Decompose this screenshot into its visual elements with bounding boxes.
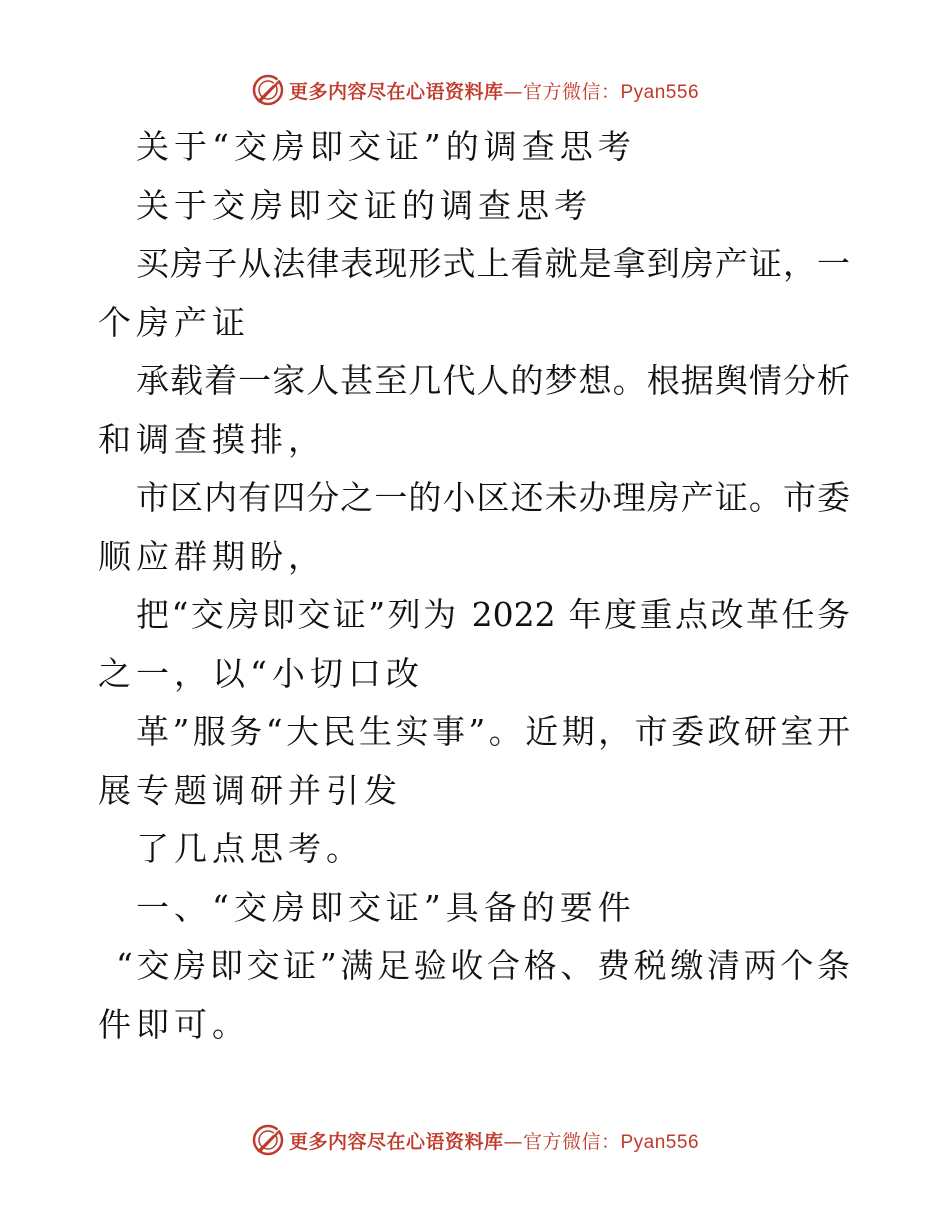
document-title: 关于“交房即交证”的调查思考 bbox=[136, 127, 636, 166]
watermark-main-text: 更多内容尽在心语资料库 bbox=[288, 80, 504, 103]
footer-watermark bbox=[0, 1120, 950, 1160]
watermark-text bbox=[289, 77, 699, 104]
watermark-text bbox=[289, 1127, 699, 1154]
section-heading: 一、“交房即交证”具备的要件 bbox=[136, 887, 636, 927]
quill-pen-seal-icon bbox=[251, 73, 285, 107]
watermark-group bbox=[251, 73, 699, 107]
document-body bbox=[98, 118, 850, 1054]
watermark-group bbox=[251, 1123, 699, 1157]
watermark-separator: — bbox=[503, 1130, 523, 1153]
paragraph-line: 和调查摸排， bbox=[98, 419, 326, 459]
paragraph-line: 之一，以“小切口改 bbox=[98, 653, 424, 693]
watermark-main-text: 更多内容尽在心语资料库 bbox=[288, 1130, 504, 1153]
document-subtitle: 关于交房即交证的调查思考 bbox=[136, 185, 592, 225]
paragraph-line: 承载着一家人甚至几代人的梦想。根据舆情分析 bbox=[136, 361, 850, 400]
quill-pen-seal-icon bbox=[251, 1123, 285, 1157]
paragraph-line: 件即可。 bbox=[98, 1004, 250, 1044]
paragraph-line: 个房产证 bbox=[98, 302, 250, 342]
header-watermark bbox=[0, 70, 950, 110]
paragraph-line: 革”服务“大民生实事”。近期，市委政研室开 bbox=[136, 712, 850, 751]
watermark-separator: — bbox=[503, 80, 523, 103]
paragraph-line: 把“交房即交证”列为 2022 年度重点改革任务 bbox=[136, 595, 850, 634]
paragraph-line: 了几点思考。 bbox=[136, 829, 364, 868]
paragraph-line: 市区内有四分之一的小区还未办理房产证。市委 bbox=[136, 478, 850, 517]
watermark-wechat-label: 官方微信： bbox=[522, 80, 621, 103]
paragraph-line: 顺应群期盼， bbox=[98, 536, 326, 576]
paragraph-line: 买房子从法律表现形式上看就是拿到房产证，一 bbox=[136, 244, 850, 283]
watermark-wechat-id: Pyan556 bbox=[620, 1131, 700, 1153]
paragraph-line: “交房即交证”满足验收合格、费税缴清两个条 bbox=[116, 946, 850, 985]
watermark-wechat-id: Pyan556 bbox=[620, 81, 700, 103]
watermark-wechat-label: 官方微信： bbox=[522, 1130, 621, 1153]
paragraph-line: 展专题调研并引发 bbox=[98, 770, 402, 810]
